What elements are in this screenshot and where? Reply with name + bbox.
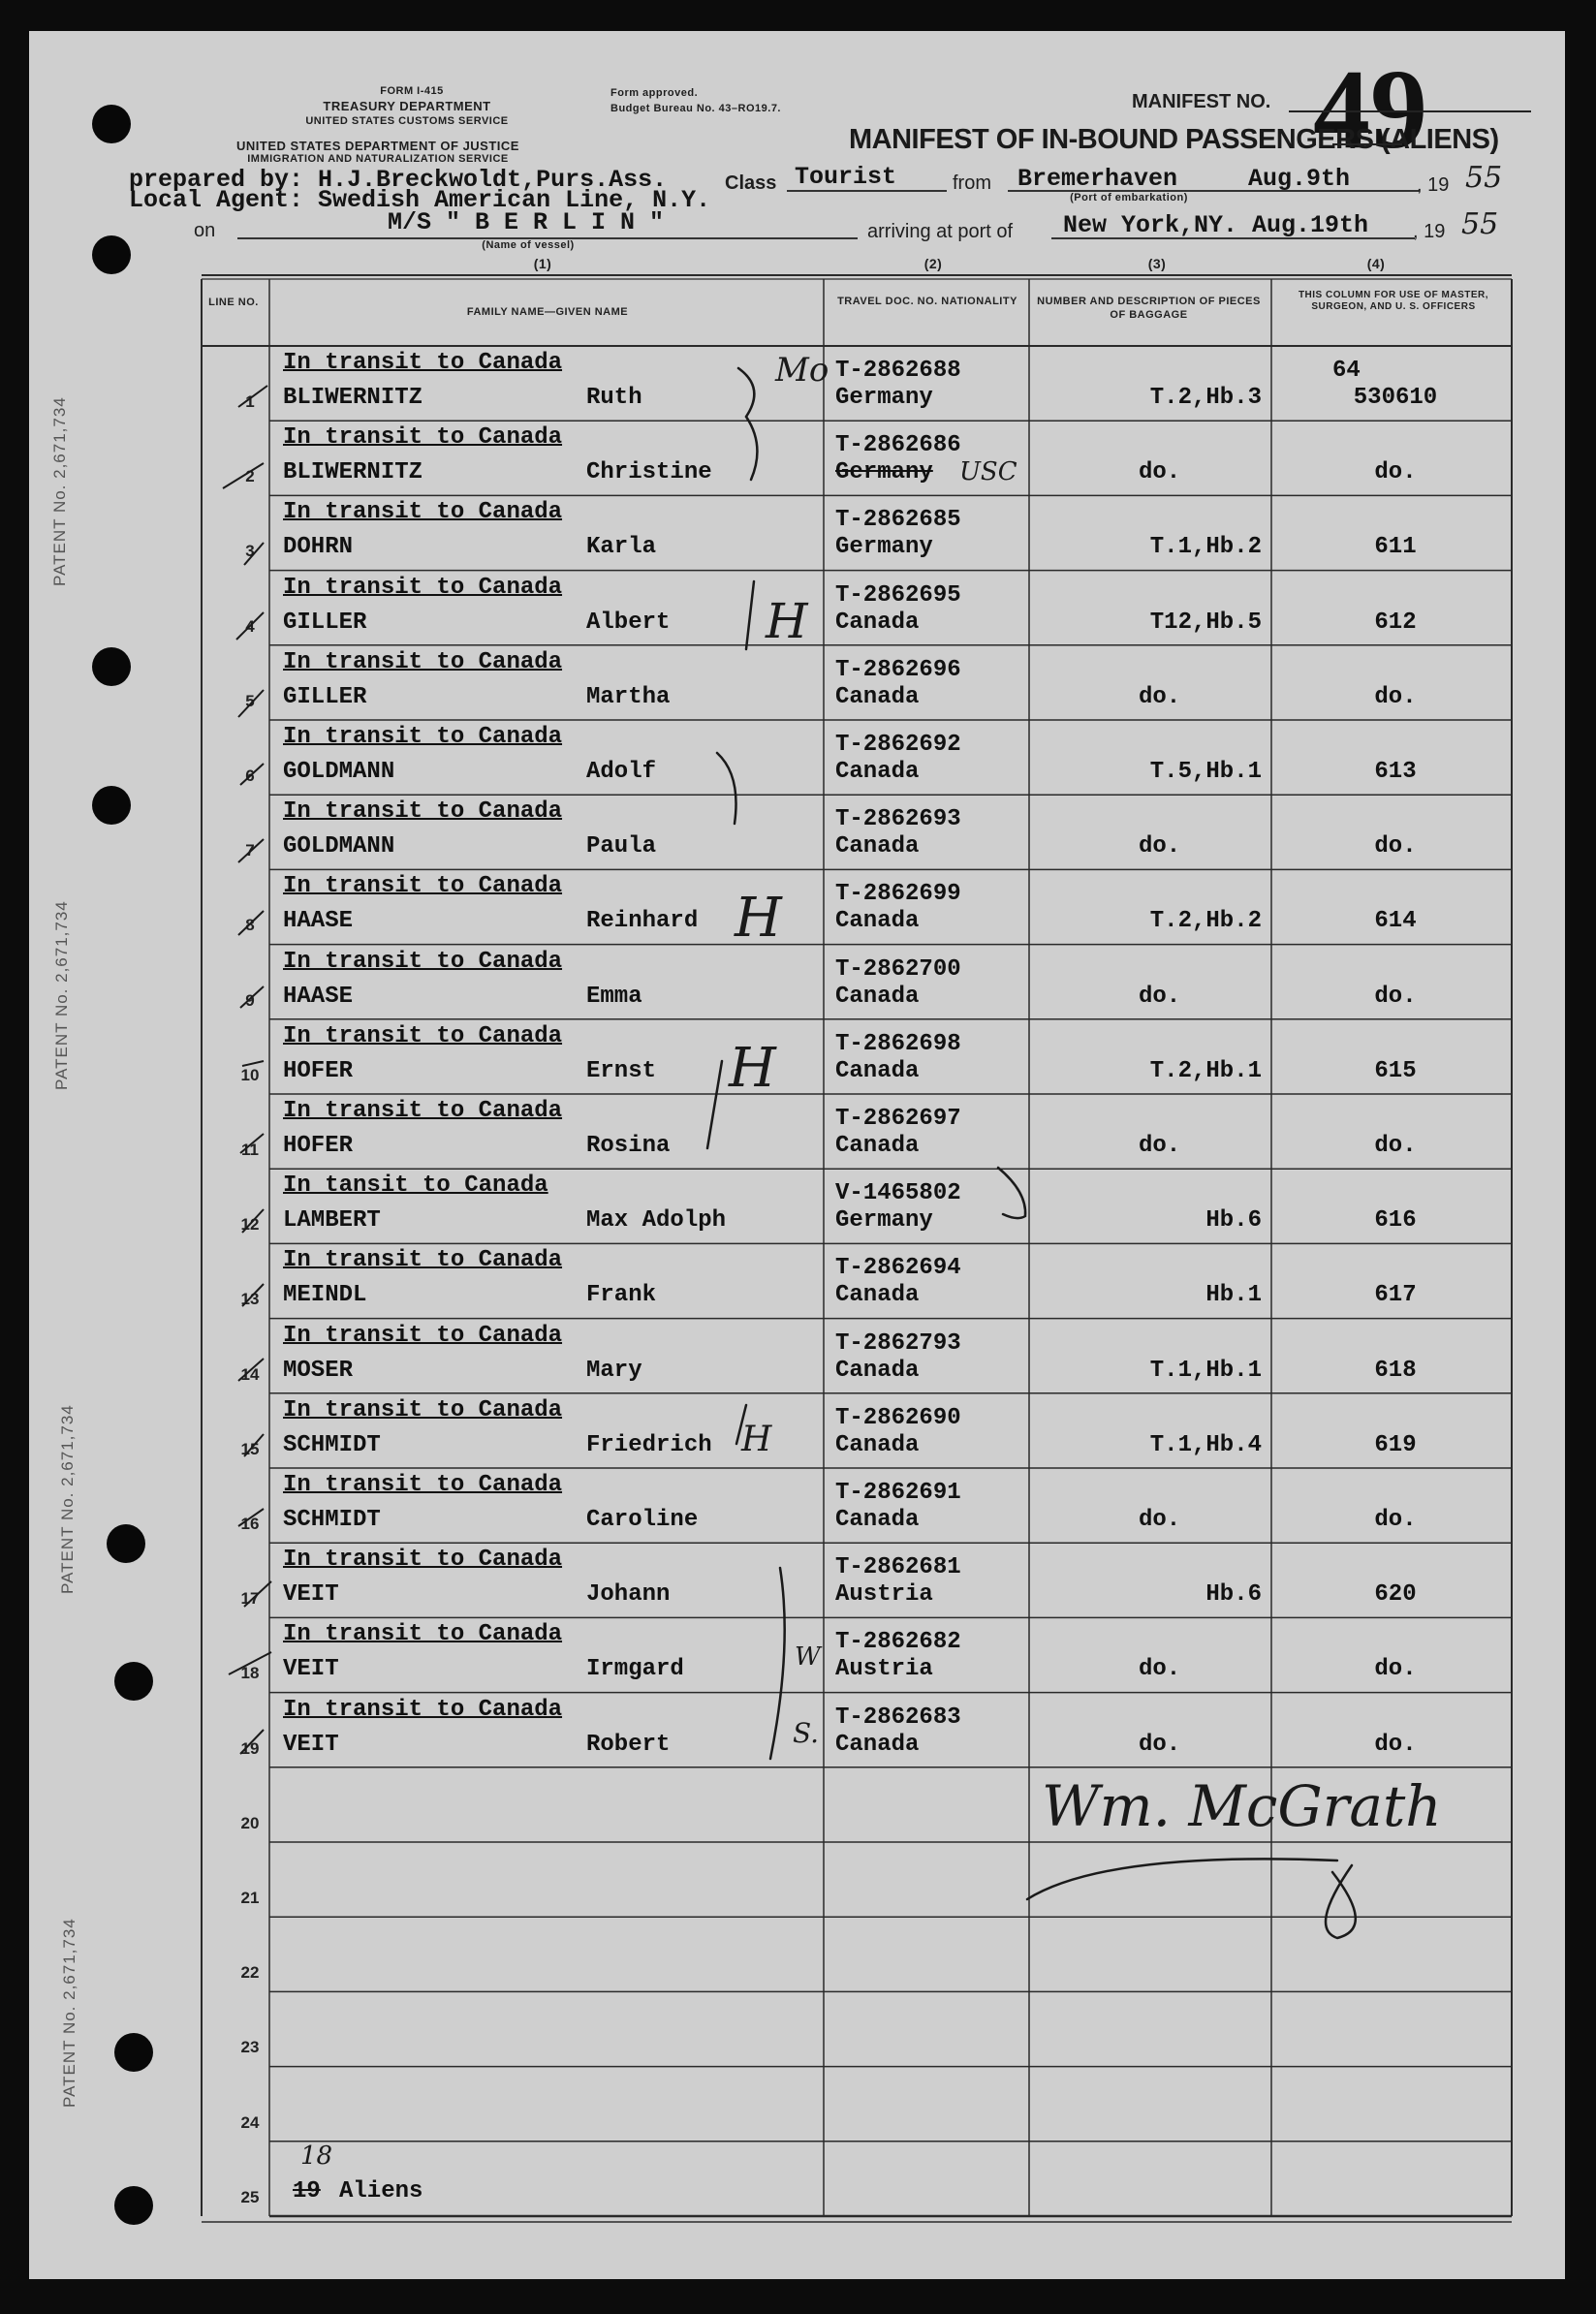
department-name: IMMIGRATION AND NATURALIZATION SERVICE bbox=[247, 153, 509, 165]
on-label: on bbox=[194, 220, 216, 241]
transit-note: In transit to Canada bbox=[283, 424, 563, 452]
line-number: 23 bbox=[240, 2038, 260, 2057]
baggage: do. bbox=[1139, 1656, 1181, 1683]
nationality: Canada bbox=[835, 759, 920, 785]
line-number: 1 bbox=[245, 392, 255, 411]
handwritten-mark: Mo bbox=[775, 351, 829, 390]
patent-stamp: PATENT No. 2,671,734 bbox=[50, 396, 69, 586]
given-name: Karla bbox=[586, 534, 657, 561]
family-name: HAASE bbox=[283, 983, 354, 1010]
given-name: Christine bbox=[586, 459, 712, 486]
officer-column: do. bbox=[1374, 1656, 1417, 1683]
family-name: MEINDL bbox=[283, 1282, 367, 1309]
alien-count-struck: 19 bbox=[293, 2178, 321, 2205]
given-name: Albert bbox=[586, 609, 671, 636]
given-name: Emma bbox=[586, 983, 642, 1010]
column-number: (1) bbox=[533, 256, 552, 271]
department-name: UNITED STATES CUSTOMS SERVICE bbox=[305, 115, 509, 127]
vessel-note: (Name of vessel) bbox=[482, 239, 575, 251]
nationality: Canada bbox=[835, 1133, 920, 1159]
travel-doc-number: T-2862691 bbox=[835, 1480, 961, 1506]
family-name: SCHMIDT bbox=[283, 1431, 381, 1458]
officer-column: 530610 bbox=[1353, 385, 1438, 411]
baggage: do. bbox=[1139, 1133, 1181, 1159]
transit-note: In transit to Canada bbox=[283, 1247, 563, 1274]
nationality: Austria bbox=[835, 1656, 933, 1683]
baggage: Hb.6 bbox=[1205, 1207, 1262, 1235]
travel-doc-number: T-2862695 bbox=[835, 581, 961, 609]
baggage: T.5,Hb.1 bbox=[1149, 759, 1262, 785]
line-number: 20 bbox=[240, 1813, 260, 1832]
given-name: Caroline bbox=[586, 1507, 699, 1533]
line-number: 15 bbox=[240, 1439, 260, 1458]
transit-note: In transit to Canada bbox=[283, 873, 563, 900]
line-number: 21 bbox=[240, 1889, 260, 1907]
line-number: 5 bbox=[245, 691, 255, 710]
family-name: GILLER bbox=[283, 683, 367, 710]
line-number: 13 bbox=[240, 1290, 260, 1309]
officer-column: 619 bbox=[1374, 1431, 1417, 1458]
given-name: Mary bbox=[586, 1357, 642, 1384]
officer-column: do. bbox=[1374, 1731, 1417, 1758]
transit-note: In transit to Canada bbox=[283, 1098, 563, 1124]
baggage: T.1,Hb.4 bbox=[1149, 1431, 1262, 1458]
officer-column: 617 bbox=[1374, 1282, 1417, 1309]
year-suffix: 55 bbox=[1465, 161, 1503, 195]
transit-note: In transit to Canada bbox=[283, 798, 563, 826]
baggage: Hb.6 bbox=[1205, 1581, 1262, 1609]
form-number: FORM I-415 bbox=[380, 85, 444, 97]
transit-note: In transit to Canada bbox=[283, 1547, 563, 1574]
transit-note: In transit to Canada bbox=[283, 1322, 563, 1349]
transit-note: In transit to Canada bbox=[283, 948, 563, 975]
nationality: Germany bbox=[835, 385, 933, 411]
baggage: T.2,Hb.2 bbox=[1149, 908, 1262, 935]
transit-note: In tansit to Canada bbox=[283, 1173, 548, 1200]
line-number: 14 bbox=[240, 1364, 260, 1384]
baggage: T.1,Hb.2 bbox=[1149, 534, 1262, 561]
nationality: Germany bbox=[835, 1207, 933, 1235]
family-name: LAMBERT bbox=[283, 1207, 381, 1235]
given-name: Johann bbox=[586, 1581, 671, 1609]
given-name: Rosina bbox=[586, 1133, 671, 1159]
line-number: 16 bbox=[240, 1515, 260, 1533]
patent-stamp: PATENT No. 2,671,734 bbox=[52, 900, 71, 1090]
officer-column: do. bbox=[1374, 459, 1417, 486]
officer-column: 616 bbox=[1374, 1207, 1417, 1235]
given-name: Max Adolph bbox=[586, 1207, 727, 1235]
family-name: GOLDMANN bbox=[283, 833, 395, 860]
travel-doc-number: T-2862682 bbox=[835, 1629, 961, 1656]
column-number: (3) bbox=[1147, 256, 1167, 271]
officer-column: 611 bbox=[1374, 534, 1417, 561]
arrival-port-date: New York,NY. Aug.19th bbox=[1063, 211, 1369, 239]
given-name: Adolf bbox=[586, 759, 657, 785]
form-approval: Form approved. bbox=[610, 87, 699, 99]
line-number: 8 bbox=[245, 916, 255, 935]
line-number: 22 bbox=[240, 1963, 260, 1983]
nationality: Canada bbox=[835, 833, 920, 860]
year-prefix: , 19 bbox=[1417, 174, 1450, 196]
baggage: T.2,Hb.3 bbox=[1149, 385, 1262, 411]
travel-doc-number: T-2862700 bbox=[835, 955, 961, 983]
officer-column: 613 bbox=[1374, 759, 1417, 785]
officer-column: do. bbox=[1374, 833, 1417, 860]
line-number: 3 bbox=[245, 542, 255, 561]
handwritten-mark: W bbox=[795, 1642, 821, 1672]
embarkation-port: Bremerhaven bbox=[1017, 165, 1178, 193]
nationality: Canada bbox=[835, 1057, 920, 1084]
travel-doc-number: T-2862696 bbox=[835, 656, 961, 683]
given-name: Robert bbox=[586, 1731, 671, 1758]
given-name: Paula bbox=[586, 833, 657, 860]
alien-count-corrected: 18 bbox=[300, 2142, 333, 2171]
nationality: Canada bbox=[835, 1731, 920, 1758]
transit-note: In transit to Canada bbox=[283, 724, 563, 750]
line-number: 11 bbox=[241, 1141, 259, 1159]
nationality: Austria bbox=[835, 1581, 933, 1609]
year-prefix: , 19 bbox=[1413, 221, 1446, 242]
baggage: do. bbox=[1139, 833, 1181, 860]
from-label: from bbox=[953, 172, 991, 194]
line-number: 2 bbox=[245, 467, 255, 486]
manifest-number: 49 bbox=[1313, 46, 1427, 172]
officer-column: 620 bbox=[1374, 1581, 1417, 1609]
handwritten-mark: H bbox=[735, 887, 782, 950]
line-number: 19 bbox=[240, 1738, 260, 1758]
transit-note: In transit to Canada bbox=[283, 574, 563, 601]
travel-doc-number: T-2862683 bbox=[835, 1704, 961, 1731]
travel-doc-number: T-2862692 bbox=[835, 732, 961, 758]
travel-doc-number: T-2862694 bbox=[835, 1255, 961, 1282]
officer-column: 612 bbox=[1374, 609, 1417, 636]
travel-doc-number: T-2862685 bbox=[835, 507, 961, 534]
family-name: GILLER bbox=[283, 609, 367, 636]
line-number: 17 bbox=[240, 1589, 260, 1609]
handwritten-mark: S. bbox=[793, 1717, 820, 1749]
handwritten-mark: H bbox=[766, 593, 808, 649]
column-header-name: FAMILY NAME—GIVEN NAME bbox=[466, 306, 629, 318]
line-number: 6 bbox=[245, 766, 255, 785]
nationality-correction: USC bbox=[959, 457, 1017, 487]
family-name: VEIT bbox=[283, 1581, 339, 1609]
given-name: Irmgard bbox=[586, 1656, 684, 1683]
column-header-doc: TRAVEL DOC. NO. NATIONALITY bbox=[837, 296, 1017, 307]
form-approval: Budget Bureau No. 43–RO19.7. bbox=[610, 103, 781, 114]
column-header-officers: THIS COLUMN FOR USE OF MASTER, SURGEON, AND U. S. OFFICERS bbox=[1298, 290, 1489, 312]
patent-stamp: PATENT No. 2,671,734 bbox=[60, 1918, 78, 2108]
family-name: BLIWERNITZ bbox=[283, 459, 423, 486]
column-number: (2) bbox=[923, 256, 943, 271]
nationality: Canada bbox=[835, 1282, 920, 1309]
nationality: Canada bbox=[835, 1357, 920, 1384]
officer-signature: Wm. McGrath bbox=[1042, 1773, 1442, 1839]
baggage: T12,Hb.5 bbox=[1149, 609, 1262, 636]
line-number: 24 bbox=[240, 2112, 260, 2132]
local-agent: Local Agent: Swedish American Line, N.Y. bbox=[129, 186, 711, 214]
given-name: Ernst bbox=[586, 1057, 657, 1084]
travel-doc-number: T-2862697 bbox=[835, 1106, 961, 1132]
given-name: Ruth bbox=[586, 385, 642, 411]
handwritten-mark: H bbox=[741, 1420, 772, 1459]
baggage: do. bbox=[1139, 983, 1181, 1010]
line-number: 10 bbox=[240, 1065, 260, 1084]
officer-column: do. bbox=[1374, 983, 1417, 1010]
line-number: 7 bbox=[245, 841, 255, 860]
nationality: Canada bbox=[835, 1507, 920, 1533]
family-name: HOFER bbox=[283, 1133, 354, 1159]
family-name: SCHMIDT bbox=[283, 1507, 381, 1533]
manifest-number-label: MANIFEST NO. bbox=[1132, 91, 1271, 112]
column-header-line: LINE NO. bbox=[208, 297, 259, 308]
given-name: Frank bbox=[586, 1282, 657, 1309]
travel-doc-number: T-2862793 bbox=[835, 1329, 961, 1357]
family-name: HAASE bbox=[283, 908, 354, 935]
transit-note: In transit to Canada bbox=[283, 1696, 563, 1723]
baggage: do. bbox=[1139, 1507, 1181, 1533]
line-number: 18 bbox=[240, 1664, 260, 1683]
family-name: MOSER bbox=[283, 1357, 354, 1384]
transit-note: In transit to Canada bbox=[283, 499, 563, 526]
travel-doc-number: T-2862699 bbox=[835, 881, 961, 908]
baggage: do. bbox=[1139, 683, 1181, 710]
nationality: Canada bbox=[835, 1431, 920, 1458]
port-note: (Port of embarkation) bbox=[1070, 192, 1188, 203]
department-name: TREASURY DEPARTMENT bbox=[323, 99, 491, 113]
baggage: do. bbox=[1139, 459, 1181, 486]
year-suffix: 55 bbox=[1461, 207, 1499, 241]
baggage: T.2,Hb.1 bbox=[1149, 1057, 1262, 1084]
nationality: Canada bbox=[835, 683, 920, 710]
transit-note: In transit to Canada bbox=[283, 1396, 563, 1423]
family-name: VEIT bbox=[283, 1656, 339, 1683]
column-header-baggage: NUMBER AND DESCRIPTION OF PIECES OF BAGGAGE bbox=[1037, 296, 1261, 321]
travel-doc-number: T-2862681 bbox=[835, 1554, 961, 1581]
officer-column: do. bbox=[1374, 683, 1417, 710]
officer-column: 615 bbox=[1374, 1057, 1417, 1084]
handwritten-mark: H bbox=[729, 1037, 776, 1100]
travel-doc-number: T-2862686 bbox=[835, 432, 961, 459]
line-number: 9 bbox=[245, 990, 255, 1010]
family-name: DOHRN bbox=[283, 534, 354, 561]
nationality: Germany bbox=[835, 459, 933, 486]
column-number: (4) bbox=[1366, 256, 1386, 271]
vessel-name: M/S " B E R L I N " bbox=[388, 208, 665, 236]
transit-note: In transit to Canada bbox=[283, 350, 563, 376]
travel-doc-number: T-2862698 bbox=[835, 1030, 961, 1057]
patent-stamp: PATENT No. 2,671,734 bbox=[58, 1404, 77, 1594]
given-name: Reinhard bbox=[586, 908, 699, 935]
transit-note: In transit to Canada bbox=[283, 1022, 563, 1049]
line-number: 25 bbox=[240, 2187, 260, 2206]
officer-column: 614 bbox=[1374, 908, 1417, 935]
class-value: Tourist bbox=[795, 163, 897, 191]
nationality: Canada bbox=[835, 983, 920, 1010]
given-name: Friedrich bbox=[586, 1431, 712, 1458]
baggage: do. bbox=[1139, 1731, 1181, 1758]
family-name: HOFER bbox=[283, 1057, 354, 1084]
departure-date: Aug.9th bbox=[1248, 165, 1351, 193]
baggage: Hb.1 bbox=[1205, 1282, 1262, 1309]
nationality: Germany bbox=[835, 534, 933, 561]
transit-note: In transit to Canada bbox=[283, 648, 563, 675]
line-number: 4 bbox=[245, 616, 255, 636]
travel-doc-number: T-2862688 bbox=[835, 358, 961, 384]
line-number: 12 bbox=[240, 1215, 260, 1235]
given-name: Martha bbox=[586, 683, 671, 710]
family-name: GOLDMANN bbox=[283, 759, 395, 785]
travel-doc-number: V-1465802 bbox=[835, 1180, 961, 1207]
officer-column: do. bbox=[1374, 1507, 1417, 1533]
arriving-label: arriving at port of bbox=[867, 221, 1014, 242]
prepared-by: prepared by: H.J.Breckwoldt,Purs.Ass. bbox=[129, 166, 668, 194]
class-label: Class bbox=[725, 172, 777, 194]
officer-column: do. bbox=[1374, 1133, 1417, 1159]
family-name: VEIT bbox=[283, 1731, 339, 1758]
transit-note: In transit to Canada bbox=[283, 1472, 563, 1498]
officer-column: 618 bbox=[1374, 1357, 1417, 1384]
travel-doc-number: T-2862690 bbox=[835, 1404, 961, 1431]
travel-doc-number: T-2862693 bbox=[835, 806, 961, 833]
department-name: UNITED STATES DEPARTMENT OF JUSTICE bbox=[236, 139, 519, 153]
baggage: T.1,Hb.1 bbox=[1149, 1357, 1262, 1384]
transit-note: In transit to Canada bbox=[283, 1621, 563, 1648]
family-name: BLIWERNITZ bbox=[283, 385, 423, 411]
officer-column-note: 64 bbox=[1332, 358, 1361, 384]
nationality: Canada bbox=[835, 908, 920, 935]
nationality: Canada bbox=[835, 609, 920, 636]
alien-count-label: Aliens bbox=[339, 2178, 423, 2205]
page-title: MANIFEST OF IN-BOUND PASSENGERS (ALIENS) bbox=[849, 124, 1499, 155]
